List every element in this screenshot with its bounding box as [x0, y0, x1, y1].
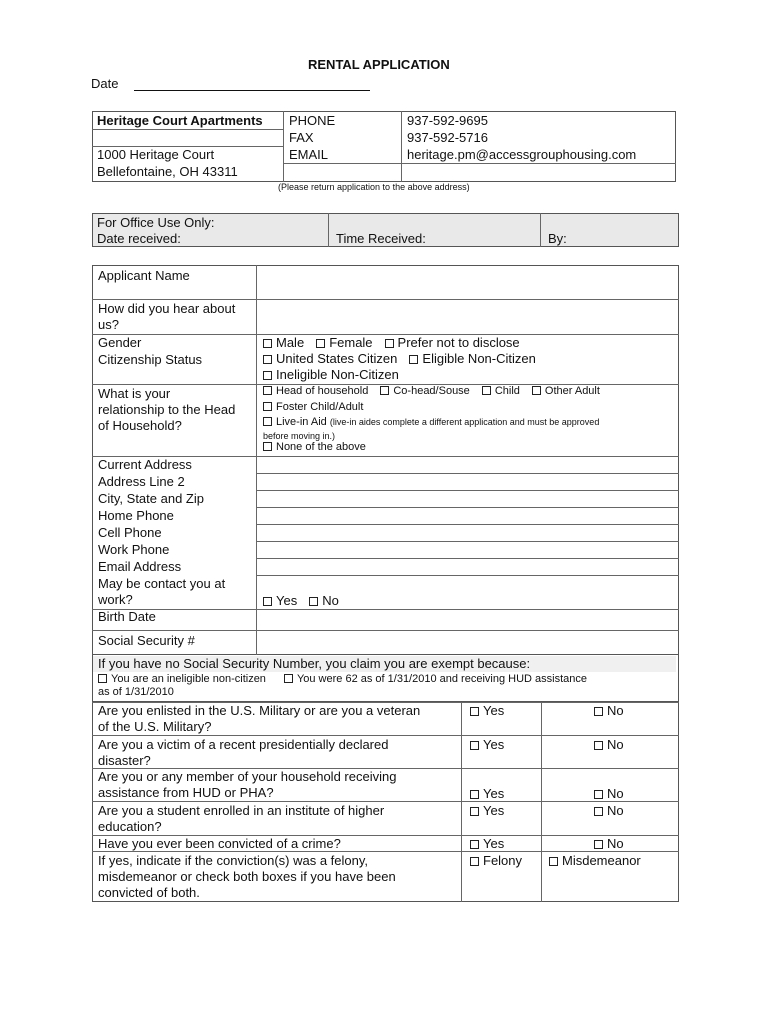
checkbox-icon	[470, 707, 479, 716]
student-no-checkbox[interactable]	[594, 803, 624, 819]
hear-about-label-cont: us?	[98, 317, 119, 332]
yes-label: Yes	[483, 703, 505, 718]
checkbox-icon	[482, 386, 491, 395]
checkbox-icon	[263, 339, 272, 348]
gender-prefer-not-checkbox[interactable]	[385, 335, 520, 350]
checkbox-icon	[263, 417, 272, 426]
ssn-input[interactable]	[257, 631, 678, 655]
none-label: None of the above	[276, 441, 366, 453]
felony-label: Felony	[483, 853, 523, 868]
checkbox-icon	[470, 741, 479, 750]
ssn-label: Social Security #	[98, 633, 195, 648]
yes-label: Yes	[483, 786, 505, 801]
contact-work-yes-checkbox[interactable]	[263, 593, 297, 608]
none-checkbox[interactable]	[263, 441, 366, 454]
checkbox-icon	[316, 339, 325, 348]
gender-prefer-not-label: Prefer not to disclose	[397, 335, 520, 350]
ssn-exempt-opt1: You are an ineligible non-citizen	[111, 673, 266, 685]
city-state-zip-input[interactable]	[257, 491, 678, 507]
phone-label: PHONE	[289, 113, 336, 128]
checkbox-icon	[98, 674, 107, 683]
current-address-label: Current Address	[98, 457, 192, 472]
checkbox-icon	[470, 790, 479, 799]
eligible-noncitizen-checkbox[interactable]	[409, 351, 535, 366]
gender-label: Gender	[98, 335, 142, 350]
child-checkbox[interactable]	[482, 385, 520, 397]
head-label: Head of household	[276, 385, 369, 397]
birth-date-label: Birth Date	[98, 609, 156, 624]
foster-checkbox[interactable]	[263, 401, 363, 414]
ineligible-noncitizen-exempt-checkbox[interactable]	[98, 673, 266, 685]
contact-work-options	[263, 593, 351, 609]
home-phone-label: Home Phone	[98, 508, 174, 523]
email-value: heritage.pm@accessgrouphousing.com	[407, 147, 637, 162]
no-label: No	[607, 836, 624, 851]
foster-label: Foster Child/Adult	[276, 401, 364, 413]
hud-question: Are you or any member of your household receiving	[98, 769, 397, 784]
student-question: Are you a student enrolled in an institute of higher	[98, 803, 385, 818]
ineligible-noncitizen-label: Ineligible Non-Citizen	[276, 367, 399, 382]
age62-exempt-checkbox[interactable]	[284, 673, 587, 685]
checkbox-icon	[263, 355, 272, 364]
work-phone-input[interactable]	[257, 542, 678, 558]
head-checkbox[interactable]	[263, 385, 368, 397]
hud-yes-checkbox[interactable]	[470, 786, 504, 802]
livein-label: Live-in Aid	[276, 416, 327, 428]
contact-work-label: May be contact you at	[98, 576, 226, 591]
citizenship-options	[263, 351, 548, 367]
disaster-no-checkbox[interactable]	[594, 737, 624, 753]
checkbox-icon	[532, 386, 541, 395]
current-address-input[interactable]	[257, 457, 678, 473]
birth-date-input[interactable]	[257, 610, 678, 630]
military-yes-checkbox[interactable]	[470, 703, 504, 719]
checkbox-icon	[263, 402, 272, 411]
property-address1: 1000 Heritage Court	[97, 147, 215, 162]
student-yes-checkbox[interactable]	[470, 803, 504, 819]
date-field[interactable]	[134, 90, 370, 91]
us-citizen-checkbox[interactable]	[263, 351, 397, 366]
checkbox-icon	[385, 339, 394, 348]
checkbox-icon	[470, 840, 479, 849]
cohead-checkbox[interactable]	[380, 385, 469, 397]
hear-about-label: How did you hear about	[98, 301, 236, 316]
yes-label: Yes	[483, 803, 505, 818]
property-name: Heritage Court Apartments	[97, 113, 263, 128]
hear-about-input[interactable]	[257, 300, 678, 334]
gender-female-label: Female	[329, 335, 373, 350]
email-address-input[interactable]	[257, 559, 678, 575]
checkbox-icon	[263, 386, 272, 395]
eligible-noncitizen-label: Eligible Non-Citizen	[422, 351, 536, 366]
checkbox-icon	[263, 442, 272, 451]
yes-label: Yes	[483, 836, 505, 851]
citizenship-label: Citizenship Status	[98, 352, 203, 367]
hud-no-checkbox[interactable]	[594, 786, 624, 802]
time-received-label: Time Received:	[336, 231, 426, 246]
gender-female-checkbox[interactable]	[316, 335, 372, 350]
date-received-label: Date received:	[97, 231, 181, 246]
checkbox-icon	[263, 371, 272, 380]
address-line2-label: Address Line 2	[98, 474, 185, 489]
misdemeanor-checkbox[interactable]	[549, 853, 641, 869]
applicant-name-label: Applicant Name	[98, 268, 190, 283]
ssn-exempt-opt2: You were 62 as of 1/31/2010 and receiving HUD assistance	[296, 673, 587, 685]
felony-checkbox[interactable]	[470, 853, 522, 869]
misdemeanor-label: Misdemeanor	[562, 853, 641, 868]
military-question-cont: of the U.S. Military?	[98, 719, 212, 734]
contact-work-no-checkbox[interactable]	[309, 593, 339, 608]
other-adult-checkbox[interactable]	[532, 385, 600, 397]
livein-note: (live-in aides complete a different application and must be approved	[329, 417, 600, 427]
checkbox-icon	[470, 807, 479, 816]
no-label: No	[607, 803, 624, 818]
relationship-label-3: of Household?	[98, 418, 182, 433]
ineligible-noncitizen-checkbox[interactable]	[263, 367, 399, 383]
checkbox-icon	[594, 741, 603, 750]
gender-male-label: Male	[276, 335, 305, 350]
address-line2-input[interactable]	[257, 474, 678, 490]
checkbox-icon	[409, 355, 418, 364]
home-phone-input[interactable]	[257, 508, 678, 524]
checkbox-icon	[470, 857, 479, 866]
conviction-question-3: convicted of both.	[98, 885, 200, 900]
cell-phone-input[interactable]	[257, 525, 678, 541]
gender-options	[263, 335, 532, 351]
ssn-exempt-heading: If you have no Social Security Number, you claim you are exempt because:	[98, 656, 531, 671]
gender-male-checkbox[interactable]	[263, 335, 304, 350]
disaster-yes-checkbox[interactable]	[470, 737, 504, 753]
property-address2: Bellefontaine, OH 43311	[97, 164, 238, 179]
military-no-checkbox[interactable]	[594, 703, 624, 719]
checkbox-icon	[284, 674, 293, 683]
email-label: EMAIL	[289, 147, 329, 162]
child-label: Child	[494, 385, 520, 397]
city-state-zip-label: City, State and Zip	[98, 491, 204, 506]
crime-no-checkbox[interactable]	[594, 836, 624, 852]
cell-phone-label: Cell Phone	[98, 525, 162, 540]
no-label: No	[322, 593, 339, 608]
checkbox-icon	[594, 790, 603, 799]
ssn-exempt-options	[98, 673, 599, 686]
no-label: No	[607, 786, 624, 801]
applicant-name-input[interactable]	[257, 266, 678, 299]
date-label: Date	[91, 76, 119, 91]
checkbox-icon	[309, 597, 318, 606]
office-use-label: For Office Use Only:	[97, 215, 215, 230]
checkbox-icon	[263, 597, 272, 606]
yes-label: Yes	[276, 593, 298, 608]
livein-note-cont: before moving in.)	[263, 431, 336, 441]
disaster-question-cont: disaster?	[98, 753, 151, 768]
fax-value: 937-592-5716	[407, 130, 488, 145]
livein-checkbox[interactable]	[263, 416, 599, 429]
no-label: No	[607, 737, 624, 752]
disaster-question: Are you a victim of a recent presidentially declared	[98, 737, 389, 752]
email-address-label: Email Address	[98, 559, 182, 574]
checkbox-icon	[594, 840, 603, 849]
other-adult-label: Other Adult	[544, 385, 600, 397]
cohead-label: Co-head/Souse	[393, 385, 470, 397]
relationship-options-row1	[263, 385, 600, 398]
military-question: Are you enlisted in the U.S. Military or are you a veteran	[98, 703, 421, 718]
phone-value: 937-592-9695	[407, 113, 488, 128]
relationship-label: What is your	[98, 386, 171, 401]
return-note: (Please return application to the above address)	[278, 182, 470, 192]
fax-label: FAX	[289, 130, 314, 145]
page-title: RENTAL APPLICATION	[308, 57, 450, 72]
us-citizen-label: United States Citizen	[276, 351, 398, 366]
hud-question-cont: assistance from HUD or PHA?	[98, 785, 274, 800]
crime-question: Have you ever been convicted of a crime?	[98, 836, 341, 851]
work-phone-label: Work Phone	[98, 542, 170, 557]
student-question-cont: education?	[98, 819, 162, 834]
by-label: By:	[548, 231, 567, 246]
yes-label: Yes	[483, 737, 505, 752]
checkbox-icon	[380, 386, 389, 395]
conviction-question-2: misdemeanor or check both boxes if you have been	[98, 869, 396, 884]
checkbox-icon	[594, 807, 603, 816]
crime-yes-checkbox[interactable]	[470, 836, 504, 852]
conviction-question: If yes, indicate if the conviction(s) was a felony,	[98, 853, 368, 868]
relationship-label-2: relationship to the Head	[98, 402, 236, 417]
checkbox-icon	[549, 857, 558, 866]
ssn-exempt-opt2-cont: as of 1/31/2010	[98, 686, 174, 698]
no-label: No	[607, 703, 624, 718]
contact-work-label-2: work?	[98, 592, 133, 607]
checkbox-icon	[594, 707, 603, 716]
